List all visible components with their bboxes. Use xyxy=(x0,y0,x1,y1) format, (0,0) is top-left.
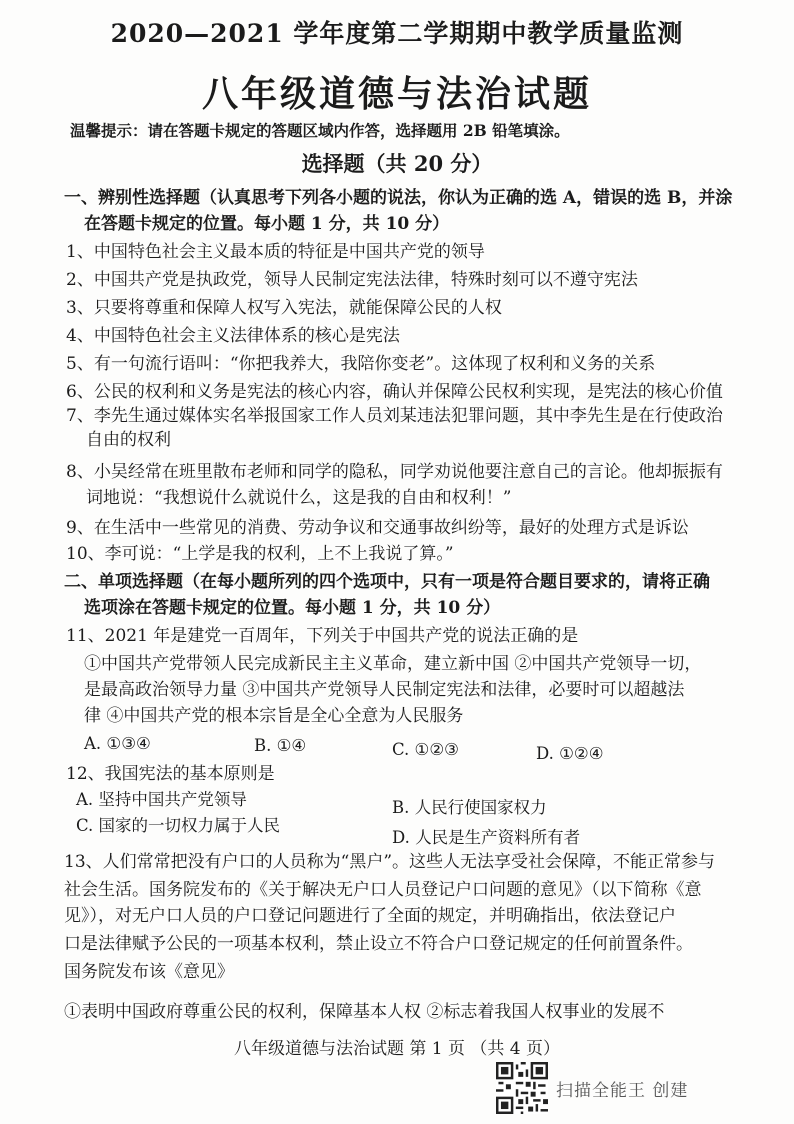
exam-tip: 温馨提示：请在答题卡规定的答题区域内作答，选择题用 2B 铅笔填涂。 xyxy=(70,121,570,140)
question-11-statement-line2: 是最高政治领导力量 ③中国共产党领导人民制定宪法和法律，必要时可以超越法 xyxy=(84,680,685,700)
question-12-option-c: C. 国家的一切权力属于人民 xyxy=(76,816,281,835)
question-13-line3: 见》），对无户口人员的户口登记问题进行了全面的规定，并明确指出，依法登记户 xyxy=(64,906,676,926)
question-8-line2: 词地说：“我想说什么就说什么，这是我的自由和权利！” xyxy=(86,488,512,508)
question-13-line5: 国务院发布该《意见》 xyxy=(64,962,234,982)
question-11-statement-line1: ①中国共产党带领人民完成新民主主义革命，建立新中国 ②中国共产党领导一切， xyxy=(84,654,702,674)
exam-title: 八年级道德与法治试题 xyxy=(201,73,592,115)
question-11-statement-line3: 律 ④中国共产党的根本宗旨是全心全意为人民服务 xyxy=(84,706,464,726)
question-1: 1、中国特色社会主义最本质的特征是中国共产党的领导 xyxy=(66,242,485,262)
question-2: 2、中国共产党是执政党，领导人民制定宪法法律，特殊时刻可以不遵守宪法 xyxy=(66,270,638,290)
question-11-option-c: C. ①②③ xyxy=(392,740,459,759)
question-13-line1: 13、人们常常把没有户口的人员称为“黑户”。这些人无法享受社会保障，不能正常参与 xyxy=(64,852,716,872)
question-4: 4、中国特色社会主义法律体系的核心是宪法 xyxy=(66,326,400,346)
question-12-stem: 12、我国宪法的基本原则是 xyxy=(66,764,275,784)
question-11-option-b: B. ①④ xyxy=(254,736,307,755)
section-title: 选择题（共 20 分） xyxy=(301,151,493,176)
question-3: 3、只要将尊重和保障人权写入宪法，就能保障公民的人权 xyxy=(66,298,502,318)
question-12-option-d: D. 人民是生产资料所有者 xyxy=(392,828,581,847)
term-title: 2020—2021 学年度第二学期期中教学质量监测 xyxy=(110,19,684,48)
question-8-line1: 8、小吴经常在班里散布老师和同学的隐私，同学劝说他要注意自己的言论。他却振振有 xyxy=(66,462,723,482)
question-7-line1: 7、李先生通过媒体实名举报国家工作人员刘某违法犯罪问题，其中李先生是在行使政治 xyxy=(66,406,723,426)
question-13-line4: 口是法律赋予公民的一项基本权利，禁止设立不符合户口登记规定的任何前置条件。 xyxy=(64,934,693,954)
question-11-option-d: D. ①②④ xyxy=(536,744,604,763)
question-5: 5、有一句流行语叫：“你把我养大，我陪你变老”。这体现了权利和义务的关系 xyxy=(66,354,656,374)
question-7-line2: 自由的权利 xyxy=(86,430,171,450)
question-12-option-a: A. 坚持中国共产党领导 xyxy=(76,790,247,809)
scanner-watermark: 扫描全能王 创建 xyxy=(556,1081,689,1101)
question-11-option-a: A. ①③④ xyxy=(84,734,151,753)
question-13-line6: ①表明中国政府尊重公民的权利，保障基本人权 ②标志着我国人权事业的发展不 xyxy=(64,1002,665,1022)
question-13-line2: 社会生活。国务院发布的《关于解决无户口人员登记户口问题的意见》（以下简称《意 xyxy=(64,880,702,900)
qr-code-icon xyxy=(496,1062,548,1114)
part1-heading-line2: 在答题卡规定的位置。每小题 1 分，共 10 分） xyxy=(84,214,450,234)
part2-heading-line1: 二、单项选择题（在每小题所列的四个选项中，只有一项是符合题目要求的，请将正确 xyxy=(64,572,710,592)
question-6: 6、公民的权利和义务是宪法的核心内容，确认并保障公民权利实现，是宪法的核心价值 xyxy=(66,382,723,402)
page-footer: 八年级道德与法治试题 第 1 页 （共 4 页） xyxy=(233,1039,561,1059)
question-9: 9、在生活中一些常见的消费、劳动争议和交通事故纠纷等，最好的处理方式是诉讼 xyxy=(66,518,689,538)
question-12-option-b: B. 人民行使国家权力 xyxy=(392,798,547,817)
question-11-stem: 11、2021 年是建党一百周年，下列关于中国共产党的说法正确的是 xyxy=(66,626,579,646)
part2-heading-line2: 选项涂在答题卡规定的位置。每小题 1 分，共 10 分） xyxy=(84,598,501,618)
question-10: 10、李可说：“上学是我的权利，上不上我说了算。” xyxy=(66,544,454,564)
part1-heading-line1: 一、辨别性选择题（认真思考下列各小题的说法，你认为正确的选 A，错误的选 B，并涂 xyxy=(64,188,733,208)
